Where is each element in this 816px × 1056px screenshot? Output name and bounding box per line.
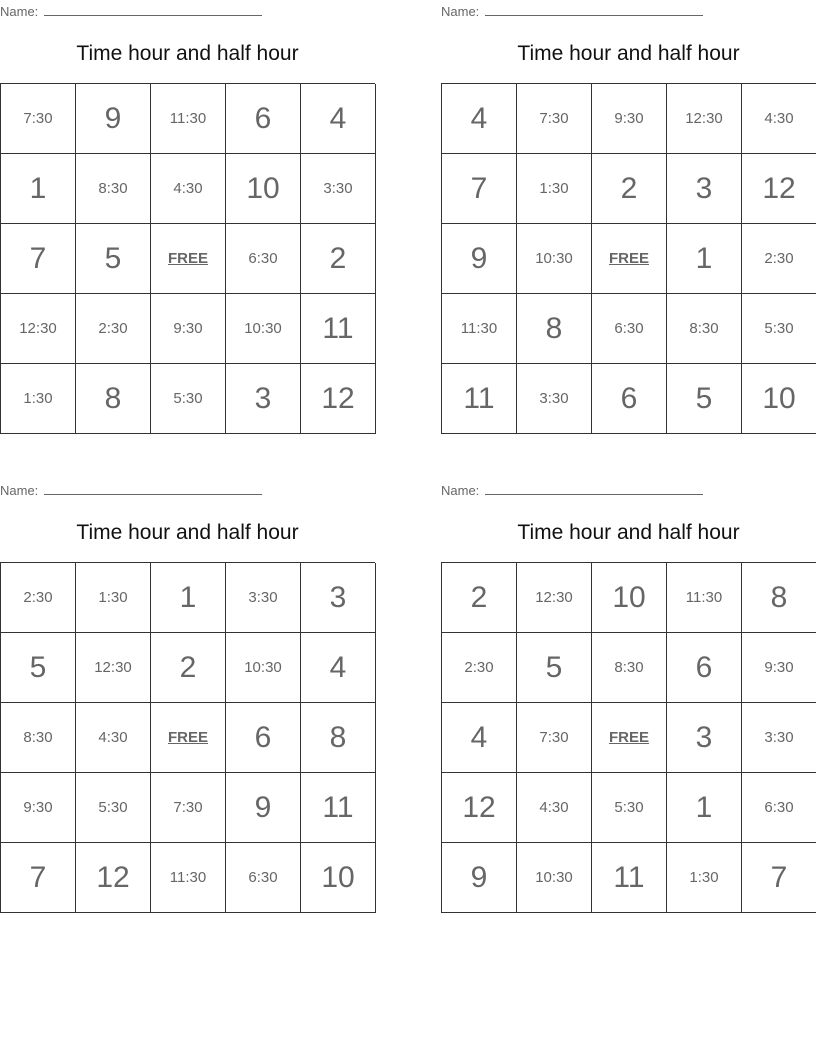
bingo-cell[interactable]: 8 bbox=[301, 703, 376, 773]
bingo-cell[interactable]: 6 bbox=[226, 703, 301, 773]
bingo-cell[interactable]: 8:30 bbox=[592, 633, 667, 703]
bingo-cell[interactable]: 10 bbox=[226, 154, 301, 224]
bingo-cell[interactable]: 3:30 bbox=[301, 154, 376, 224]
bingo-cell[interactable]: 9 bbox=[226, 773, 301, 843]
bingo-cell[interactable]: 5:30 bbox=[151, 364, 226, 434]
bingo-cell[interactable]: 10:30 bbox=[226, 633, 301, 703]
name-blank-line[interactable] bbox=[485, 3, 703, 16]
card-title: Time hour and half hour bbox=[517, 42, 740, 65]
bingo-grid bbox=[0, 562, 375, 913]
bingo-cell[interactable]: 6:30 bbox=[742, 773, 816, 843]
bingo-grid bbox=[441, 83, 816, 434]
bingo-cell[interactable]: 2:30 bbox=[1, 563, 76, 633]
bingo-cell[interactable]: 7 bbox=[442, 154, 517, 224]
bingo-cell[interactable]: 9:30 bbox=[1, 773, 76, 843]
free-space-cell[interactable]: FREE bbox=[592, 224, 667, 294]
bingo-cell[interactable]: 3 bbox=[226, 364, 301, 434]
bingo-cell[interactable]: 11 bbox=[301, 294, 376, 364]
bingo-cell[interactable]: 12:30 bbox=[76, 633, 151, 703]
bingo-cell[interactable]: 4 bbox=[442, 84, 517, 154]
bingo-cell[interactable]: 5 bbox=[76, 224, 151, 294]
card-title: Time hour and half hour bbox=[76, 521, 299, 544]
bingo-cell[interactable]: 1:30 bbox=[517, 154, 592, 224]
bingo-cell[interactable]: 12:30 bbox=[517, 563, 592, 633]
bingo-cell[interactable]: 1 bbox=[1, 154, 76, 224]
bingo-cell[interactable]: 10:30 bbox=[226, 294, 301, 364]
bingo-grid bbox=[0, 83, 375, 434]
bingo-cell[interactable]: 7 bbox=[742, 843, 816, 913]
bingo-cell[interactable]: 2:30 bbox=[742, 224, 816, 294]
bingo-cell[interactable]: 7 bbox=[1, 224, 76, 294]
bingo-cell[interactable]: 8 bbox=[742, 563, 816, 633]
bingo-cell[interactable]: 4 bbox=[442, 703, 517, 773]
bingo-cell[interactable]: 8:30 bbox=[1, 703, 76, 773]
bingo-cell[interactable]: 9:30 bbox=[592, 84, 667, 154]
name-field bbox=[441, 482, 703, 499]
bingo-cell[interactable]: 2 bbox=[592, 154, 667, 224]
bingo-cell[interactable]: 9:30 bbox=[742, 633, 816, 703]
bingo-cell[interactable]: 5 bbox=[1, 633, 76, 703]
bingo-cell[interactable]: 10 bbox=[742, 364, 816, 434]
bingo-cell[interactable]: 4:30 bbox=[76, 703, 151, 773]
name-label: Name: bbox=[441, 4, 480, 19]
free-space-cell[interactable]: FREE bbox=[151, 703, 226, 773]
card-3 bbox=[441, 479, 816, 919]
bingo-cell[interactable]: 8 bbox=[76, 364, 151, 434]
name-field bbox=[441, 3, 703, 20]
bingo-cell[interactable]: 4 bbox=[301, 84, 376, 154]
bingo-cell[interactable]: 12:30 bbox=[667, 84, 742, 154]
name-blank-line[interactable] bbox=[44, 482, 262, 495]
bingo-cell[interactable]: 6:30 bbox=[226, 224, 301, 294]
bingo-cell[interactable]: 12 bbox=[76, 843, 151, 913]
bingo-cell[interactable]: 11:30 bbox=[151, 84, 226, 154]
bingo-cell[interactable]: 10 bbox=[592, 563, 667, 633]
bingo-cell[interactable]: 11:30 bbox=[667, 563, 742, 633]
bingo-cell[interactable]: 12 bbox=[301, 364, 376, 434]
bingo-cell[interactable]: 1 bbox=[151, 563, 226, 633]
bingo-cell[interactable]: 9 bbox=[76, 84, 151, 154]
bingo-cell[interactable]: 1 bbox=[667, 773, 742, 843]
name-blank-line[interactable] bbox=[485, 482, 703, 495]
bingo-cell[interactable]: 11:30 bbox=[151, 843, 226, 913]
bingo-cell[interactable]: 5 bbox=[517, 633, 592, 703]
bingo-cell[interactable]: 4:30 bbox=[151, 154, 226, 224]
bingo-cell[interactable]: 4:30 bbox=[742, 84, 816, 154]
bingo-cell[interactable]: 3:30 bbox=[517, 364, 592, 434]
bingo-cell[interactable]: 11 bbox=[442, 364, 517, 434]
bingo-cell[interactable]: 4 bbox=[301, 633, 376, 703]
bingo-cell[interactable]: 5 bbox=[667, 364, 742, 434]
bingo-cell[interactable]: 12 bbox=[442, 773, 517, 843]
bingo-cell[interactable]: 2 bbox=[301, 224, 376, 294]
bingo-cell[interactable]: 7:30 bbox=[517, 703, 592, 773]
bingo-cell[interactable]: 3:30 bbox=[742, 703, 816, 773]
bingo-cell[interactable]: 12:30 bbox=[1, 294, 76, 364]
free-space-cell[interactable]: FREE bbox=[151, 224, 226, 294]
bingo-cell[interactable]: 5:30 bbox=[742, 294, 816, 364]
card-0 bbox=[0, 0, 375, 440]
card-1 bbox=[441, 0, 816, 440]
card-title: Time hour and half hour bbox=[517, 521, 740, 544]
card-title: Time hour and half hour bbox=[76, 42, 299, 65]
bingo-cell[interactable]: 6 bbox=[667, 633, 742, 703]
bingo-cell[interactable]: 2:30 bbox=[442, 633, 517, 703]
bingo-cell[interactable]: 11:30 bbox=[442, 294, 517, 364]
bingo-cell[interactable]: 3 bbox=[301, 563, 376, 633]
bingo-cell[interactable]: 7:30 bbox=[517, 84, 592, 154]
bingo-cell[interactable]: 2:30 bbox=[76, 294, 151, 364]
bingo-cell[interactable]: 9 bbox=[442, 224, 517, 294]
bingo-cell[interactable]: 6 bbox=[226, 84, 301, 154]
bingo-cell[interactable]: 5:30 bbox=[592, 773, 667, 843]
bingo-cell[interactable]: 1 bbox=[667, 224, 742, 294]
name-label: Name: bbox=[0, 483, 39, 498]
card-2 bbox=[0, 479, 375, 919]
bingo-cell[interactable]: 7:30 bbox=[151, 773, 226, 843]
name-label: Name: bbox=[441, 483, 480, 498]
bingo-cell[interactable]: 6:30 bbox=[226, 843, 301, 913]
bingo-cell[interactable]: 1:30 bbox=[76, 563, 151, 633]
bingo-cell[interactable]: 9 bbox=[442, 843, 517, 913]
bingo-cell[interactable]: 10 bbox=[301, 843, 376, 913]
bingo-cell[interactable]: 1:30 bbox=[667, 843, 742, 913]
bingo-cell[interactable]: 5:30 bbox=[76, 773, 151, 843]
bingo-cell[interactable]: 2 bbox=[151, 633, 226, 703]
bingo-cell[interactable]: 7 bbox=[1, 843, 76, 913]
bingo-cell[interactable]: 11 bbox=[301, 773, 376, 843]
bingo-cell[interactable]: 9:30 bbox=[151, 294, 226, 364]
name-blank-line[interactable] bbox=[44, 3, 262, 16]
bingo-cell[interactable]: 2 bbox=[442, 563, 517, 633]
bingo-cell[interactable]: 8 bbox=[517, 294, 592, 364]
free-space-cell[interactable]: FREE bbox=[592, 703, 667, 773]
bingo-cell[interactable]: 3 bbox=[667, 703, 742, 773]
bingo-cell[interactable]: 3:30 bbox=[226, 563, 301, 633]
bingo-cell[interactable]: 3 bbox=[667, 154, 742, 224]
bingo-cell[interactable]: 12 bbox=[742, 154, 816, 224]
bingo-cell[interactable]: 7:30 bbox=[1, 84, 76, 154]
bingo-cell[interactable]: 4:30 bbox=[517, 773, 592, 843]
bingo-cell[interactable]: 6:30 bbox=[592, 294, 667, 364]
bingo-grid bbox=[441, 562, 816, 913]
bingo-cell[interactable]: 10:30 bbox=[517, 843, 592, 913]
bingo-cell[interactable]: 6 bbox=[592, 364, 667, 434]
bingo-cell[interactable]: 1:30 bbox=[1, 364, 76, 434]
name-field bbox=[0, 482, 262, 499]
bingo-cell[interactable]: 11 bbox=[592, 843, 667, 913]
name-field bbox=[0, 3, 262, 20]
bingo-cell[interactable]: 8:30 bbox=[76, 154, 151, 224]
bingo-cell[interactable]: 8:30 bbox=[667, 294, 742, 364]
bingo-cell[interactable]: 10:30 bbox=[517, 224, 592, 294]
name-label: Name: bbox=[0, 4, 39, 19]
